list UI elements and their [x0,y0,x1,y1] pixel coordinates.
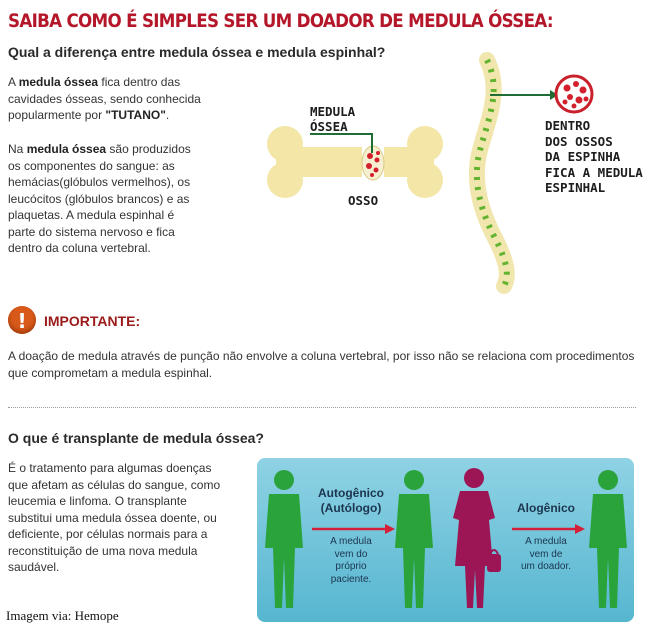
donor-figure-icon [453,468,501,608]
section-heading-transplant: O que é transplante de medula óssea? [8,430,264,446]
section-heading-difference: Qual a diferença entre medula óssea e medula espinhal? [8,44,386,60]
recipient-allogeneic-figure-icon [589,470,627,608]
alogenico-title: Alogênico [516,501,575,515]
paragraph-medula-ossea: A medula óssea fica dentro das cavidades ósseas, sendo conhecida popularmente por "TUTANO". [8,75,201,122]
arrow-autologous-icon [312,524,395,534]
autogenico-title: Autogênico (Autólogo) [318,486,384,515]
section-divider [8,407,636,408]
marrow-cells-icon [556,76,592,112]
paragraph-transplant: É o tratamento para algumas doenças que afetam as células do sangue, como leucemia e linfoma. O transplante substitui uma medula óssea doente, ou deficiente, por células normais para a reconstituição de uma nova medula saudável. [8,461,221,574]
transplant-types-panel [257,458,634,622]
importante-text: A doação de medula através de punção não envolve a coluna vertebral, por isso não se relaciona com procedimentos que comprometam a medula espinhal. [8,349,635,380]
image-credit: Imagem via: Hemope [6,608,119,623]
alogenico-description: A medula vem de um doador. [520,536,572,572]
bone-icon [267,126,443,198]
importante-title: IMPORTANTE: [44,313,141,329]
label-spine-marrow: DENTRO DOS OSSOS DA ESPINHA FICA A MEDULA ESPINHAL [545,118,643,195]
recipient-figure-icon [395,470,433,608]
autogenico-description: A medula vem do próprio paciente. [330,536,372,585]
label-osso: OSSO [348,193,379,208]
label-medula-ossea: MEDULA ÓSSEA [310,104,356,134]
paragraph-components: Na medula óssea são produzidos os componentes do sangue: as hemácias(glóbulos vermelhos), os leucócitos (glóbulos brancos) e as plaquetas. A medula espinhal é parte do sistema nervoso e fica dentro da coluna vertebral. [8,142,191,255]
arrow-allogeneic-icon [512,524,585,534]
patient-figure-icon [265,470,303,608]
warning-icon: ! [8,306,36,334]
spine-icon [477,60,507,286]
page-title: SAIBA COMO É SIMPLES SER UM DOADOR DE MEDULA ÓSSEA: [8,10,553,32]
